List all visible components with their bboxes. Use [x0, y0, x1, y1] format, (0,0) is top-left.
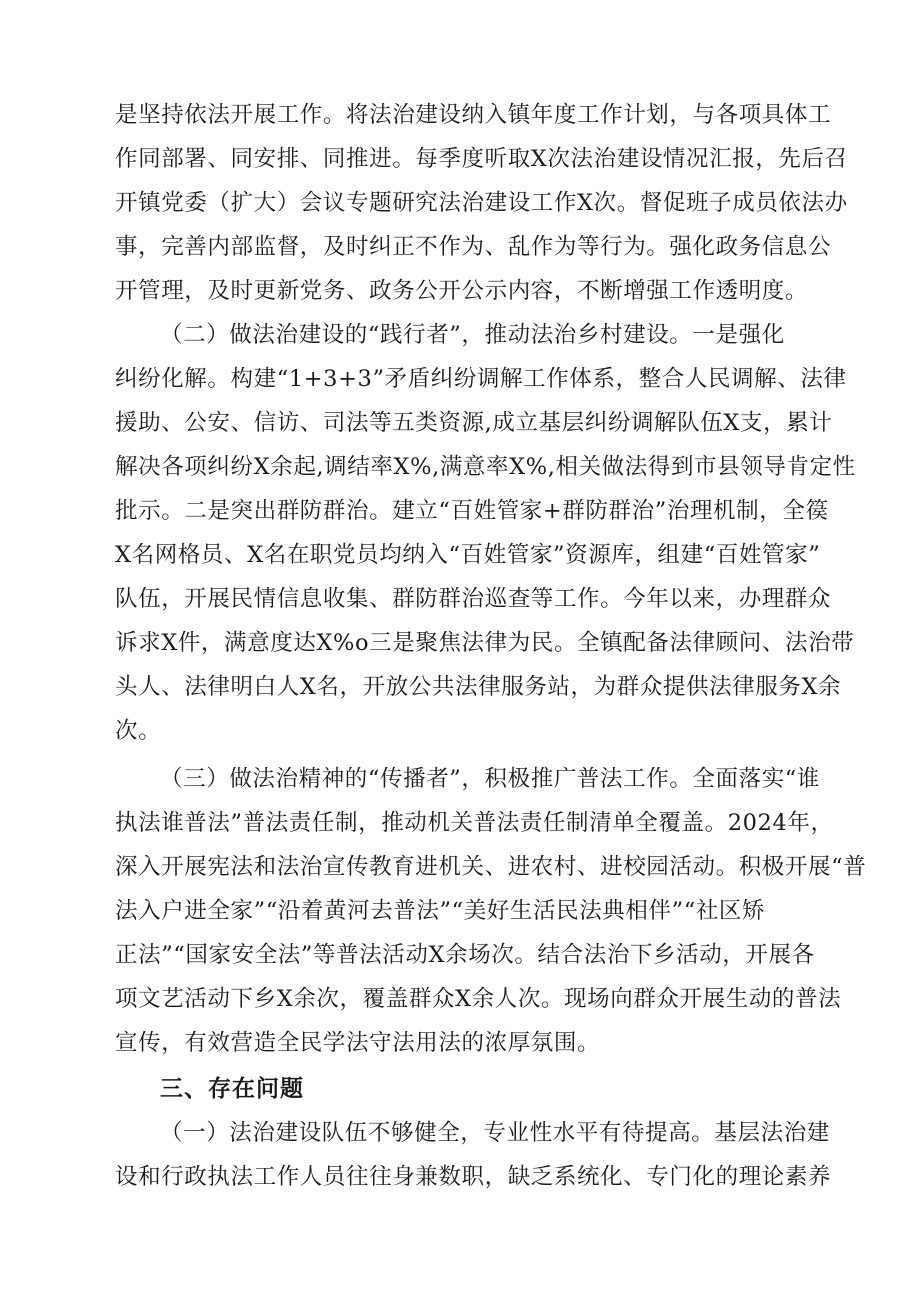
- text-line: 法入户进全家”“沿着黄河去普法”“美好生活民法典相伴”“社区矫: [115, 898, 766, 924]
- text-line: 次。: [115, 718, 162, 744]
- text-line: 诉求X件，满意度达X%o三是聚焦法律为民。全镇配备法律顾问、法治带: [115, 630, 855, 656]
- text-line: 解决各项纠纷X余起,调结率X%,满意率X%,相关做法得到市县领导肯定性: [115, 454, 856, 480]
- text-line: 开镇党委（扩大）会议专题研究法治建设工作X次。督促班子成员依法办: [115, 190, 848, 216]
- text-line: 深入开展宪法和法治宣传教育进机关、进农村、进校园活动。积极开展“普: [115, 854, 867, 880]
- text-line: 援助、公安、信访、司法等五类资源,成立基层纠纷调解队伍X支，累计: [115, 410, 833, 436]
- text-line: 纠纷化解。构建“1+3+3”矛盾纠纷调解工作体系，整合人民调解、法律: [115, 366, 847, 392]
- text-line: 队伍，开展民情信息收集、群防群治巡查等工作。今年以来，办理群众: [115, 586, 832, 612]
- text-line: 开管理，及时更新党务、政务公开公示内容，不断增强工作透明度。: [115, 278, 809, 304]
- text-line: 执法谁普法”普法责任制，推动机关普法责任制清单全覆盖。2024年，: [115, 810, 834, 836]
- section-heading: 三、存在问题: [160, 1076, 304, 1102]
- text-line: （一）法治建设队伍不够健全，专业性水平有待提高。基层法治建: [160, 1120, 830, 1146]
- text-line: X名网格员、X名在职党员均纳入“百姓管家”资源库，组建“百姓管家”: [115, 542, 821, 568]
- text-line: 作同部署、同安排、同推进。每季度听取X次法治建设情况汇报，先后召: [115, 146, 848, 172]
- text-line: 事，完善内部监督，及时纠正不作为、乱作为等行为。强化政务信息公: [115, 234, 832, 260]
- text-line: （二）做法治建设的“践行者”，推动法治乡村建设。一是强化: [160, 322, 785, 348]
- text-line: 是坚持依法开展工作。将法治建设纳入镇年度工作计划，与各项具体工: [115, 102, 832, 128]
- text-line: 设和行政执法工作人员往往身兼数职，缺乏系统化、专门化的理论素养: [115, 1164, 832, 1190]
- text-line: （三）做法治精神的“传播者”，积极推广普法工作。全面落实“谁: [160, 766, 821, 792]
- text-line: 头人、法律明白人X名，开放公共法律服务站，为群众提供法律服务X余: [115, 674, 842, 700]
- text-line: 批示。二是突出群防群治。建立“百姓管家+群防群治”治理机制，全篌: [115, 498, 829, 524]
- text-line: 项文艺活动下乡X余次，覆盖群众X余人次。现场向群众开展生动的普法: [115, 986, 842, 1012]
- text-line: 正法”“国家安全法”等普法活动X余场次。结合法治下乡活动，开展各: [115, 942, 815, 968]
- text-line: 宣传，有效营造全民学法守法用法的浓厚氛围。: [115, 1030, 601, 1056]
